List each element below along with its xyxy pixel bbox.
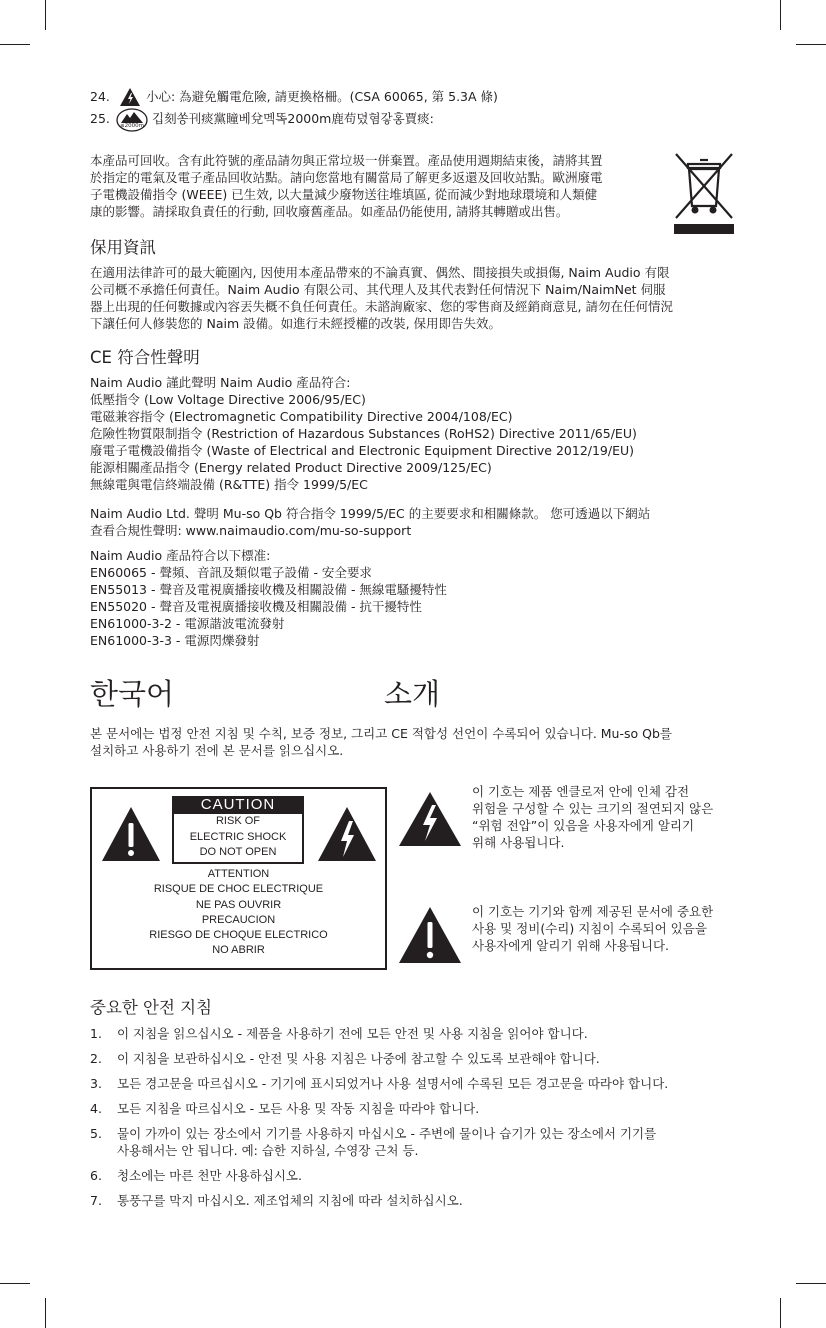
ce-line: 廢電子電機設備指令 (Waste of Electrical and Electronic Equipment Directive 2012/19/EU) bbox=[90, 443, 635, 458]
exclamation-symbol-description bbox=[472, 903, 713, 954]
crop-mark bbox=[45, 0, 46, 30]
caution-line: ATTENTION bbox=[207, 868, 270, 880]
list-item-text: 모든 지침을 따르십시오 - 모든 사용 및 작동 지침을 따라야 합니다. bbox=[117, 1101, 480, 1116]
crop-mark bbox=[45, 1298, 46, 1328]
standard-line: EN61000-3-2 - 電源諧波電流發射 bbox=[90, 616, 285, 631]
note-25-number: 25. bbox=[90, 111, 110, 126]
symbol1-line: 위험을 구성할 수 있는 크기의 절연되지 않은 bbox=[472, 801, 714, 816]
caution-inner-line: RISK OF bbox=[215, 815, 260, 827]
recycling-paragraph bbox=[90, 152, 603, 220]
note-25-text: 깁刻쏭刊痰黨瞳베兌멕똑2000m鹿苟뎠혐갛홍賈痰: bbox=[152, 111, 434, 126]
lightning-symbol-description bbox=[472, 783, 713, 851]
list-item bbox=[90, 1125, 668, 1159]
standard-line: Naim Audio 產品符合以下標准: bbox=[90, 548, 271, 563]
caution-inner-line: ELECTRIC SHOCK bbox=[189, 830, 287, 843]
caution-line: NO ABRIR bbox=[212, 944, 265, 957]
ce-heading: CE 符合性聲明 bbox=[90, 348, 200, 367]
exclamation-warning-icon bbox=[398, 906, 462, 964]
list-item-number: 5. bbox=[90, 1126, 102, 1141]
list-item-number: 1. bbox=[90, 1026, 102, 1041]
ce-line: Naim Audio 謹此聲明 Naim Audio 產品符合: bbox=[90, 375, 351, 390]
lightning-warning-icon bbox=[316, 805, 378, 863]
altitude-limit-label: ≤2000m bbox=[120, 123, 144, 129]
standard-line: EN55020 - 聲音及電視廣播接收機及相關設備 - 抗干擾特性 bbox=[90, 599, 422, 614]
crop-mark bbox=[796, 1283, 826, 1284]
list-item-number: 6. bbox=[90, 1168, 102, 1183]
recycling-line: 子電機設備指令 (WEEE) 已生效, 以大量減少廢物送往堆填區, 從而減少對地球環境和人類健 bbox=[90, 187, 598, 202]
crop-mark bbox=[796, 44, 826, 45]
caution-line: NE PAS OUVRIR bbox=[195, 898, 282, 911]
ce-line: 能源相關產品指令 (Energy related Product Directive 2009/125/EC) bbox=[90, 460, 492, 475]
crop-mark bbox=[0, 1283, 30, 1284]
recycling-line: 康的影響。請採取負責任的行動, 回收廢舊產品。如產品仍能使用, 請將其轉贈或出售。 bbox=[90, 204, 569, 219]
crop-mark bbox=[780, 1298, 781, 1328]
list-item-text: 이 지침을 읽으십시오 - 제품을 사용하기 전에 모든 안전 및 사용 지침을 읽어야 합니다. bbox=[117, 1026, 588, 1041]
crop-mark bbox=[780, 0, 781, 30]
list-item-text: 통풍구를 막지 마십시오. 제조업체의 지침에 따라 설치하십시오. bbox=[117, 1193, 463, 1208]
crossed-out-wheelie-bin-icon bbox=[672, 150, 736, 236]
symbol2-line: 사용자에게 알리기 위해 사용됩니다. bbox=[472, 938, 670, 953]
symbol2-line: 사용 및 정비(수리) 지침이 수록되어 있음을 bbox=[472, 921, 707, 936]
standard-line: EN61000-3-3 - 電源閃爍發射 bbox=[90, 633, 260, 648]
list-item-text: 이 지침을 보관하십시오 - 안전 및 사용 지침은 나중에 참고할 수 있도록 보관해야 합니다. bbox=[117, 1051, 600, 1066]
recycling-line: 於指定的電氣及電子產品回收站點。請向您當地有關當局了解更多返還及回收站點。歐洲廢電 bbox=[90, 170, 603, 185]
list-item bbox=[90, 1167, 668, 1184]
list-item bbox=[90, 1100, 668, 1117]
ce-line: 危險性物質限制指令 (Restriction of Hazardous Substances (RoHS2) Directive 2011/65/EU) bbox=[90, 426, 637, 441]
caution-inner-text bbox=[172, 814, 304, 864]
recycling-line: 本產品可回收。含有此符號的產品請勿與正常垃圾一併棄置。產品使用週期結束後，請將其置 bbox=[90, 153, 603, 168]
caution-line: RISQUE DE CHOC ELECTRIQUE bbox=[153, 883, 324, 896]
note-24 bbox=[90, 88, 110, 105]
list-item-number: 4. bbox=[90, 1101, 102, 1116]
list-item bbox=[90, 1075, 668, 1092]
crop-mark bbox=[0, 44, 30, 45]
ce-line: 低壓指令 (Low Voltage Directive 2006/95/EC) bbox=[90, 392, 366, 407]
intro-line: 본 문서에는 법정 안전 지침 및 수칙, 보증 정보, 그리고 CE 적합성 선언이 수록되어 있습니다. Mu-so Qb를 bbox=[90, 726, 672, 741]
ce-declaration-line: 查看合規性聲明: www.naimaudio.com/mu-so-support bbox=[90, 523, 412, 538]
ce-standards bbox=[90, 547, 447, 649]
list-item bbox=[90, 1025, 668, 1042]
list-item-number: 3. bbox=[90, 1076, 102, 1091]
caution-inner-line: DO NOT OPEN bbox=[199, 846, 277, 858]
standard-line: EN55013 - 聲音及電視廣播接收機及相關設備 - 無線電騷擾特性 bbox=[90, 582, 447, 597]
standard-line: EN60065 - 聲頻、音訊及類似電子設備 - 安全要求 bbox=[90, 565, 372, 580]
list-item-text: 청소에는 마른 천만 사용하십시오. bbox=[117, 1168, 302, 1183]
ce-declaration-line: Naim Audio Ltd. 聲明 Mu-so Qb 符合指令 1999/5/EC 的主要要求和相關條款。 您可透過以下網站 bbox=[90, 506, 651, 521]
introduction-heading: 소개 bbox=[384, 677, 441, 711]
list-item bbox=[90, 1050, 668, 1067]
ce-line: 無線電與電信終端設備 (R&TTE) 指令 1999/5/EC bbox=[90, 477, 368, 492]
list-item-number: 2. bbox=[90, 1051, 102, 1066]
list-item-text: 모든 경고문을 따르십시오 - 기기에 표시되었거나 사용 설명서에 수록된 모든 경고문을 따라야 합니다. bbox=[117, 1076, 669, 1091]
list-item-number: 7. bbox=[90, 1193, 102, 1208]
exclamation-warning-icon bbox=[100, 805, 162, 863]
warranty-line: 公司概不承擔任何責任。Naim Audio 有限公司、其代理人及其代表對任何情況下 Naim/NaimNet 伺服 bbox=[90, 282, 666, 297]
list-item bbox=[90, 1192, 668, 1209]
ce-declaration bbox=[90, 505, 650, 539]
caution-line: PRECAUCION bbox=[201, 913, 276, 926]
symbol1-line: 위해 사용됩니다. bbox=[472, 835, 565, 850]
symbol1-line: “위험 전압”이 있음을 사용자에게 알리기 bbox=[472, 818, 695, 833]
warranty-paragraph bbox=[90, 264, 673, 332]
list-item-text: 사용해서는 안 됩니다. 예: 습한 지하실, 수영장 근처 등. bbox=[117, 1143, 419, 1158]
caution-multilingual-text bbox=[92, 867, 385, 959]
caution-line: RIESGO DE CHOQUE ELECTRICO bbox=[149, 929, 328, 942]
warranty-line: 下讓任何人修裝您的 Naim 設備。如進行未經授權的改裝, 保用即告失效。 bbox=[90, 316, 502, 331]
list-item-text: 물이 가까이 있는 장소에서 기기를 사용하지 마십시오 - 주변에 물이나 습기가 있는 장소에서 기기를 bbox=[117, 1126, 657, 1141]
intro-line: 설치하고 사용하기 전에 본 문서를 읽으십시오. bbox=[90, 743, 344, 758]
note-24-number: 24. bbox=[90, 89, 110, 104]
small-shock-warning-icon bbox=[119, 87, 141, 107]
warranty-line: 在適用法律許可的最大範圍內, 因使用本產品帶來的不論真實、偶然、間接損失或損傷, Naim Audio 有限 bbox=[90, 265, 670, 280]
ce-line: 電磁兼容指令 (Electromagnetic Compatibility Directive 2004/108/EC) bbox=[90, 409, 513, 424]
caution-title: CAUTION bbox=[172, 796, 304, 814]
safety-heading: 중요한 안전 지침 bbox=[90, 998, 213, 1017]
symbol1-line: 이 기호는 제품 엔클로저 안에 인체 감전 bbox=[472, 784, 690, 799]
symbol2-line: 이 기호는 기기와 함께 제공된 문서에 중요한 bbox=[472, 904, 714, 919]
warranty-line: 器上出現的任何數據或內容丟失概不負任何責任。未諮詢廠家、您的零售商及經銷商意見, 請勿在任何情況 bbox=[90, 299, 673, 314]
warranty-heading: 保用資訊 bbox=[90, 238, 156, 257]
safety-list bbox=[90, 1025, 668, 1209]
note-24-text: 小心: 為避免觸電危險, 請更換格柵。(CSA 60065, 第 5.3A 條) bbox=[146, 89, 498, 104]
lightning-warning-icon bbox=[398, 791, 462, 847]
ce-directives bbox=[90, 374, 637, 493]
language-heading: 한국어 bbox=[90, 677, 175, 711]
korean-intro bbox=[90, 725, 672, 759]
